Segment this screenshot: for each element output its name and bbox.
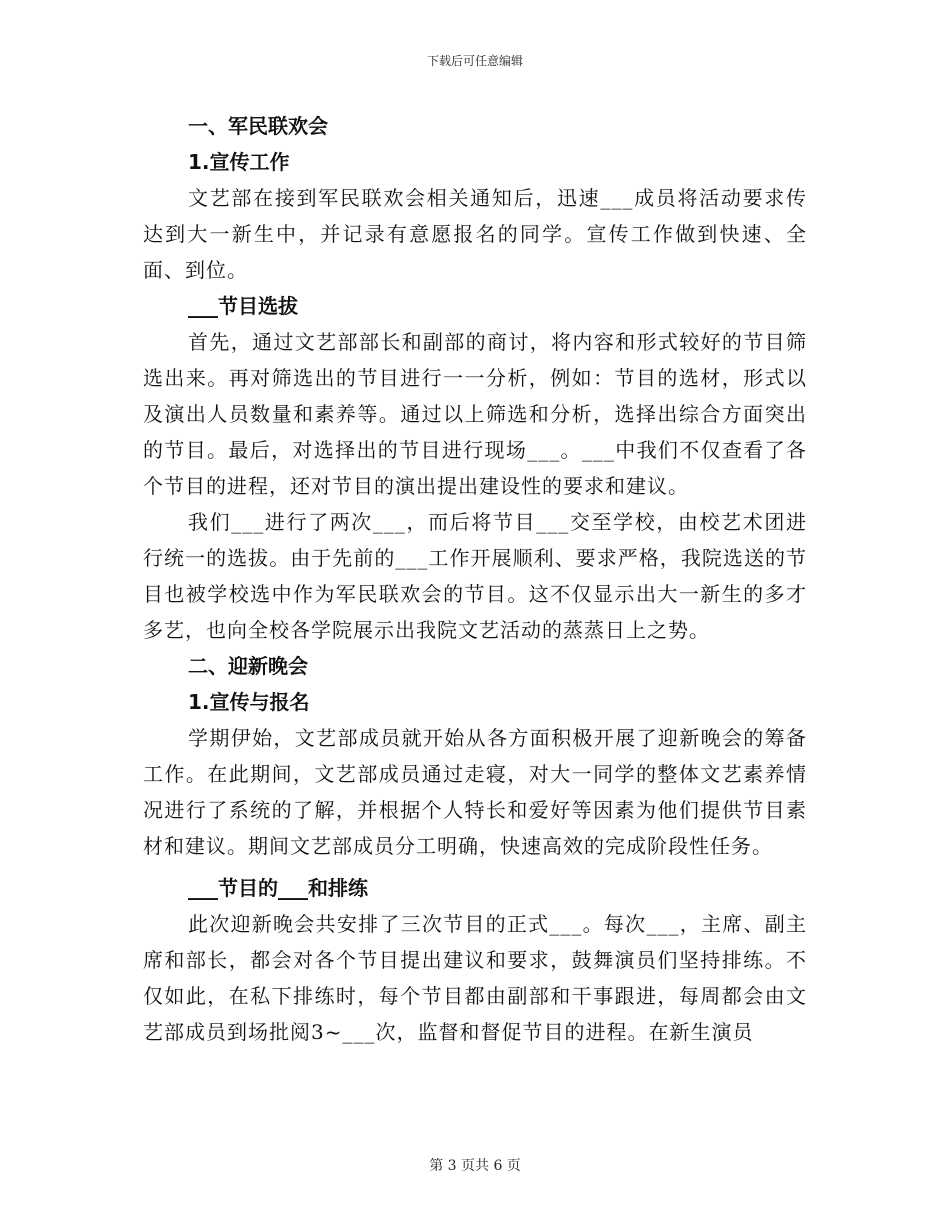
- paragraph: 我们___进行了两次___，而后将节目___交至学校，由校艺术团进行统一的选拔。由于先前的___工作开展顺利、要求严格，我院选送的节目也被学校选中作为军民联欢会的节目。这不仅显示出大一新生的多才多艺，也向全校各学院展示出我院文艺活动的蒸蒸日上之势。: [143, 510, 807, 642]
- paragraph: 学期伊始，文艺部成员就开始从各方面积极开展了迎新晚会的筹备工作。在此期间，文艺部成员通过走寝，对大一同学的整体文艺素养情况进行了系统的了解，并根据个人特长和爱好等因素为他们提供节目素材和建议。期间文艺部成员分工明确，快速高效的完成阶段性任务。: [143, 726, 807, 858]
- paragraph: 文艺部在接到军民联欢会相关通知后，迅速___成员将活动要求传达到大一新生中，并记录有意愿报名的同学。宣传工作做到快速、全面、到位。: [143, 186, 807, 282]
- section-heading: 一、军民联欢会: [188, 114, 328, 138]
- page-footer: 第 3 页共 6 页: [429, 1158, 521, 1174]
- subsection-heading: ___节目的___和排练: [188, 876, 368, 900]
- subsection-heading: ___节目选拔: [188, 294, 298, 318]
- page-header: 下载后可任意编辑: [426, 54, 523, 68]
- paragraph: 此次迎新晚会共安排了三次节目的正式___。每次___，主席、副主席和部长，都会对各个节目提出建议和要求，鼓舞演员们坚持排练。不仅如此，在私下排练时，每个节目都由副部和干事跟进，每周都会由文艺部成员到场批阅3~___次，监督和督促节目的进程。在新生演员: [143, 912, 807, 1044]
- subsection-heading: 1.宣传工作: [188, 150, 290, 174]
- document-body: [143, 108, 807, 1050]
- paragraph: 首先，通过文艺部部长和副部的商讨，将内容和形式较好的节目筛选出来。再对筛选出的节目进行一一分析，例如：节目的选材，形式以及演出人员数量和素养等。通过以上筛选和分析，选择出综合方面突出的节目。最后，对选择出的节目进行现场___。___中我们不仅查看了各个节目的进程，还对节目的演出提出建设性的要求和建议。: [143, 330, 807, 498]
- section-heading: 二、迎新晚会: [188, 654, 308, 678]
- subsection-heading: 1.宣传与报名: [188, 690, 310, 714]
